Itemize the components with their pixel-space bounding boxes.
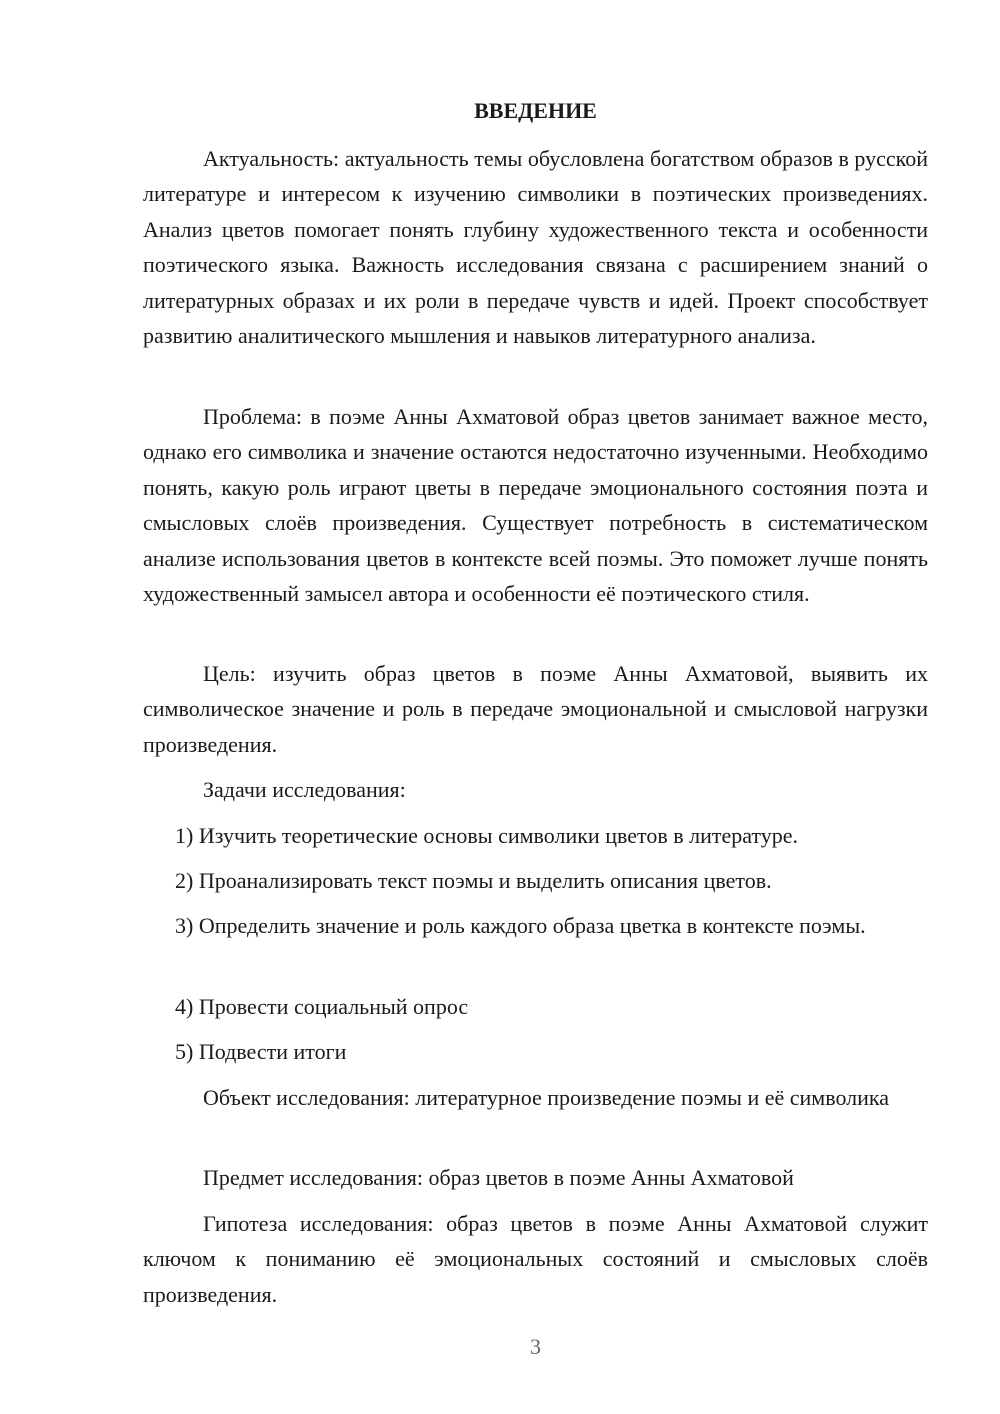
task-item-5: 5) Подвести итоги [175, 1039, 347, 1064]
task-item-4: 4) Провести социальный опрос [175, 994, 469, 1019]
task-item-2: 2) Проанализировать текст поэмы и выделить описания цветов. [175, 868, 772, 893]
goal-paragraph: Цель: изучить образ цветов в поэме Анны Ахматовой, выявить их символическое значение и роль в передаче эмоциональной и смысловой нагрузки произведения. [143, 661, 928, 757]
subject-paragraph: Предмет исследования: образ цветов в поэме Анны Ахматовой [203, 1165, 794, 1190]
page-number: 3 [530, 1334, 541, 1359]
problem-paragraph: Проблема: в поэме Анны Ахматовой образ цветов занимает важное место, однако его символика и значение остаются недостаточно изученными. Необходимо понять, какую роль играют цветы в передаче эмоционального состояния поэта и смысловых слоёв произведения. Существует потребность в систематическом анализе использования цветов в контексте всей поэмы. Это поможет лучше понять художественный замысел автора и особенности её поэтического стиля. [143, 404, 928, 607]
hypothesis-paragraph: Гипотеза исследования: образ цветов в поэме Анны Ахматовой служит ключом к пониманию её эмоциональных состояний и смысловых слоёв произведения. [143, 1211, 928, 1307]
object-paragraph: Объект исследования: литературное произведение поэмы и её символика [203, 1085, 890, 1110]
tasks-heading: Задачи исследования: [203, 777, 406, 802]
task-item-3: 3) Определить значение и роль каждого образа цветка в контексте поэмы. [175, 913, 866, 938]
task-item-1: 1) Изучить теоретические основы символики цветов в литературе. [175, 823, 799, 848]
section-title: ВВЕДЕНИЕ [474, 98, 597, 123]
relevance-paragraph: Актуальность: актуальность темы обусловлена богатством образов в русской литературе и интересом к изучению символики в поэтических произведениях. Анализ цветов помогает понять глубину художественного текста и особенности поэтического языка. Важность исследования связана с расширением знаний о литературных образах и их роли в передаче чувств и идей. Проект способствует развитию аналитического мышления и навыков литературного анализа. [143, 146, 928, 349]
